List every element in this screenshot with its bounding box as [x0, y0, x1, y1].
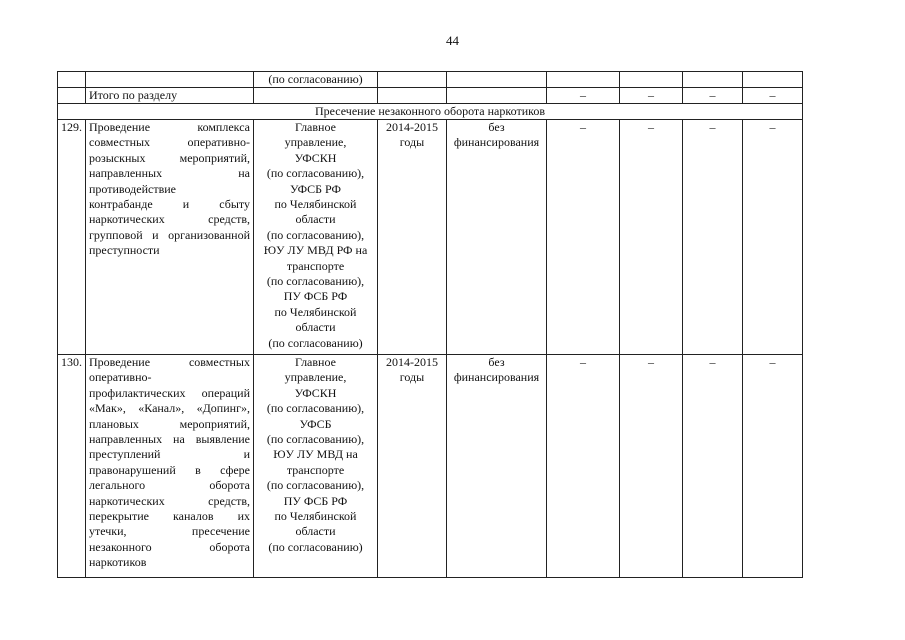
- executor-lines: [257, 120, 374, 351]
- description-lines: [89, 120, 250, 259]
- financing-line: финансирования: [453, 370, 540, 385]
- executor-line: транспорте: [286, 462, 345, 477]
- description-line: групповой и организованной: [89, 227, 250, 242]
- row-financing: [447, 355, 547, 578]
- executor-line: (по согласованию),: [266, 432, 365, 447]
- row-amount: –: [743, 120, 803, 355]
- row-amount: –: [683, 120, 743, 355]
- description-line: наркотиков: [89, 555, 147, 570]
- table-row-total: [58, 88, 803, 104]
- description-line: противодействие: [89, 181, 177, 196]
- table-row-continuation: [58, 72, 803, 88]
- executor-lines: [257, 355, 374, 555]
- description-line: оперативно-: [89, 370, 152, 385]
- executor-line: (по согласованию),: [266, 166, 365, 181]
- table-row-section: [58, 104, 803, 120]
- description-line: розыскных мероприятий,: [89, 150, 250, 165]
- row-executor: [254, 355, 378, 578]
- executor-line: Главное: [295, 355, 336, 369]
- cell-executor: (по согласованию): [254, 72, 378, 88]
- row-period: [378, 355, 447, 578]
- description-line: преступлений и: [89, 447, 250, 462]
- financing-line: без: [488, 355, 505, 369]
- row-amount: –: [743, 355, 803, 578]
- description-line: преступности: [89, 243, 160, 258]
- executor-line: транспорте: [286, 258, 345, 273]
- description-line: легального оборота: [89, 478, 250, 493]
- executor-line: (по согласованию),: [266, 478, 365, 493]
- financing-line: без: [488, 120, 505, 134]
- executor-line: (по согласованию),: [266, 401, 365, 416]
- cell-amount: [547, 72, 620, 88]
- description-line: правонарушений в сфере: [89, 462, 250, 477]
- executor-line: управление,: [284, 135, 347, 150]
- period-years: 2014-2015: [386, 120, 438, 134]
- executor-line: (по согласованию): [268, 335, 363, 350]
- period-years: 2014-2015: [386, 355, 438, 369]
- row-number: 129.: [58, 120, 86, 355]
- section-title: Пресечение незаконного оборота наркотиков: [58, 104, 803, 120]
- row-amount: –: [620, 120, 683, 355]
- table-row: [58, 120, 803, 355]
- description-line: контрабанде и сбыту: [89, 197, 250, 212]
- executor-line: по Челябинской: [274, 304, 357, 319]
- description-lines: [89, 355, 250, 571]
- total-amount: –: [683, 88, 743, 104]
- executor-line: УФСБ РФ: [290, 181, 341, 196]
- total-amount: –: [743, 88, 803, 104]
- cell-period: [378, 72, 447, 88]
- description-line: Проведение комплекса: [89, 120, 250, 134]
- cell-amount: [620, 72, 683, 88]
- page-number: 44: [446, 33, 459, 48]
- cell-amount: [683, 72, 743, 88]
- executor-line: (по согласованию): [268, 539, 363, 554]
- description-line: направленных на выявление: [89, 432, 250, 447]
- description-line: незаконного оборота: [89, 539, 250, 554]
- total-label: Итого по разделу: [86, 88, 254, 104]
- description-line: Проведение совместных: [89, 355, 250, 369]
- row-amount: –: [547, 120, 620, 355]
- executor-line: управление,: [284, 370, 347, 385]
- row-period: [378, 120, 447, 355]
- executor-line: УФСБ: [299, 416, 332, 431]
- row-amount: –: [620, 355, 683, 578]
- row-number: 130.: [58, 355, 86, 578]
- row-amount: –: [547, 355, 620, 578]
- description-line: утечки, пресечение: [89, 524, 250, 539]
- executor-line: ЮУ ЛУ МВД РФ на: [263, 243, 368, 258]
- period-label: годы: [399, 370, 425, 385]
- row-amount: –: [683, 355, 743, 578]
- executor-line: Главное: [295, 120, 336, 134]
- period-label: годы: [399, 135, 425, 150]
- description-line: перекрытие каналов их: [89, 509, 250, 524]
- executor-line: (по согласованию),: [266, 274, 365, 289]
- description-line: «Мак», «Канал», «Допинг»,: [89, 401, 250, 416]
- cell-executor: [254, 88, 378, 104]
- executor-line: ПУ ФСБ РФ: [283, 493, 348, 508]
- measures-table: [57, 71, 803, 578]
- description-line: наркотических средств,: [89, 493, 250, 508]
- cell-period: [378, 88, 447, 104]
- executor-line: ПУ ФСБ РФ: [283, 289, 348, 304]
- row-financing: [447, 120, 547, 355]
- description-line: профилактических операций: [89, 385, 250, 400]
- cell-financing: [447, 88, 547, 104]
- executor-line: УФСКН: [294, 385, 337, 400]
- executor-line: по Челябинской: [274, 197, 357, 212]
- financing-line: финансирования: [453, 135, 540, 150]
- description-line: наркотических средств,: [89, 212, 250, 227]
- cell-amount: [743, 72, 803, 88]
- total-amount: –: [547, 88, 620, 104]
- row-executor: [254, 120, 378, 355]
- executor-line: УФСКН: [294, 150, 337, 165]
- executor-line: ЮУ ЛУ МВД на: [273, 447, 358, 462]
- total-amount: –: [620, 88, 683, 104]
- executor-line: области: [295, 212, 336, 227]
- row-description: [86, 355, 254, 578]
- cell-description: [86, 72, 254, 88]
- executor-line: по Челябинской: [274, 509, 357, 524]
- table-row: [58, 355, 803, 578]
- description-line: направленных на: [89, 166, 250, 181]
- description-line: совместных оперативно-: [89, 135, 250, 150]
- cell-financing: [447, 72, 547, 88]
- cell-number: [58, 88, 86, 104]
- description-line: плановых мероприятий,: [89, 416, 250, 431]
- row-description: [86, 120, 254, 355]
- executor-line: (по согласованию),: [266, 227, 365, 242]
- executor-line: области: [295, 320, 336, 335]
- cell-number: [58, 72, 86, 88]
- executor-line: области: [295, 524, 336, 539]
